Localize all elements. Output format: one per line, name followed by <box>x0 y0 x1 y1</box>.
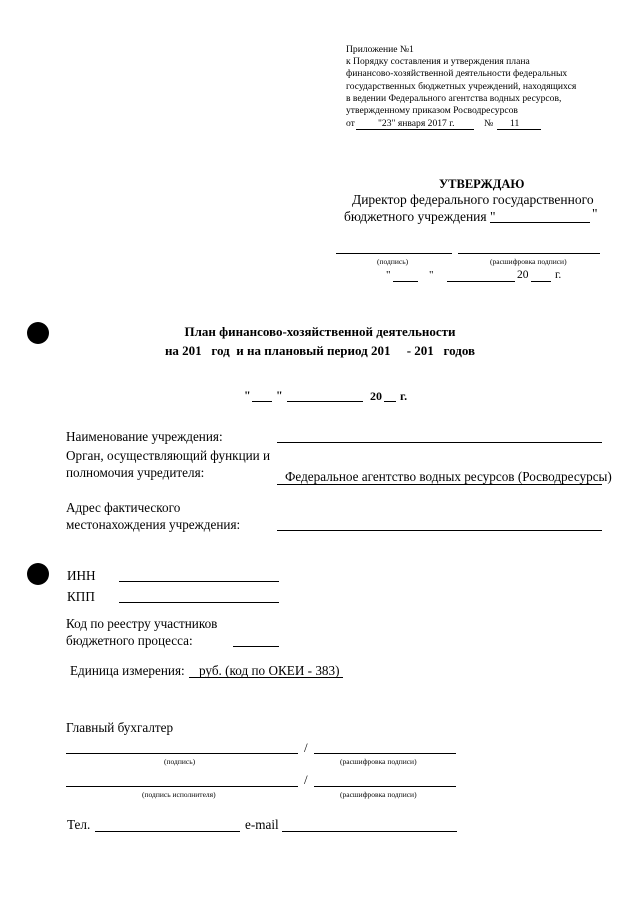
plan-month-line[interactable] <box>287 401 363 402</box>
executor-signature-slash: / <box>304 772 308 787</box>
approve-date-quote-open: " <box>386 269 391 281</box>
director-signature-line[interactable] <box>336 253 452 254</box>
appendix-line: Приложение №1 <box>346 44 414 55</box>
address-field[interactable] <box>277 530 602 531</box>
kpp-label: КПП <box>67 589 95 604</box>
approve-line2: бюджетного учреждения " <box>344 209 496 224</box>
approve-month-line[interactable] <box>447 281 515 282</box>
executor-decoding-line[interactable] <box>314 786 456 787</box>
executor-signature-caption: (подпись исполнителя) <box>142 790 216 799</box>
unit-value: руб. (код по ОКЕИ - 383) <box>199 663 340 678</box>
appendix-line: государственных бюджетных учреждений, находящихся <box>346 80 577 92</box>
address-label-line2: местонахождения учреждения: <box>66 517 241 532</box>
approve-line2-end: " <box>592 206 598 221</box>
executor-decoding-caption: (расшифровка подписи) <box>340 790 417 799</box>
plan-title <box>0 322 640 360</box>
approve-date-quote-close: " <box>429 269 434 281</box>
plan-day-line[interactable] <box>252 401 272 402</box>
appendix-line: в ведении Федерального агентства водных ресурсов, <box>346 92 562 104</box>
punch-hole-mark <box>27 563 49 585</box>
appendix-number-label: № <box>484 118 494 129</box>
founder-value: Федеральное агентство водных ресурсов (Росводресурсы) <box>285 469 612 484</box>
chief-accountant-label: Главный бухгалтер <box>66 720 174 735</box>
plan-year-suffix: г. <box>400 389 408 403</box>
chief-accountant-signature-line[interactable] <box>66 753 298 754</box>
inn-label: ИНН <box>67 568 96 583</box>
decoding-caption: (расшифровка подписи) <box>340 757 417 766</box>
registry-code-field[interactable] <box>233 646 279 647</box>
plan-date-quote-close: " <box>276 388 283 402</box>
signature-slash: / <box>304 740 308 755</box>
approve-day-line[interactable] <box>393 281 418 282</box>
appendix-date: "23" января 2017 г. <box>378 118 455 129</box>
address-label-line1: Адрес фактического <box>66 500 181 515</box>
plan-year-line[interactable] <box>384 401 396 402</box>
chief-accountant-decoding-line[interactable] <box>314 753 456 754</box>
appendix-number: 11 <box>510 118 520 129</box>
appendix-line: финансово-хозяйственной деятельности федеральных <box>346 68 568 80</box>
director-decoding-line[interactable] <box>458 253 600 254</box>
founder-field-underline[interactable] <box>277 484 602 485</box>
email-field[interactable] <box>282 831 457 832</box>
plan-title-line1: План финансово-хозяйственной деятельности <box>184 324 456 339</box>
email-label: e-mail <box>245 817 279 832</box>
founder-label-line2: полномочия учредителя: <box>66 465 205 480</box>
appendix-block <box>346 44 576 117</box>
registry-label-line2: бюджетного процесса: <box>66 633 193 648</box>
appendix-number-underline <box>497 129 541 130</box>
appendix-from-label: от <box>346 118 355 129</box>
unit-label: Единица измерения: <box>70 663 185 678</box>
appendix-date-underline <box>356 129 474 130</box>
unit-underline <box>189 677 343 678</box>
plan-title-line2: на 201 год и на плановый период 201 - 201 годов <box>164 343 476 358</box>
director-signature-caption: (подпись) <box>377 257 409 266</box>
appendix-line: к Порядку составления и утверждения плана <box>346 56 530 68</box>
approve-title: УТВЕРЖДАЮ <box>439 177 525 191</box>
signature-caption: (подпись) <box>164 757 196 766</box>
kpp-field[interactable] <box>119 602 279 603</box>
inn-field[interactable] <box>119 581 279 582</box>
approve-year-line[interactable] <box>531 281 551 282</box>
director-decoding-caption: (расшифровка подписи) <box>490 257 567 266</box>
appendix-line: утвержденному приказом Росводресурсов <box>346 105 518 117</box>
approve-year-suffix: г. <box>555 269 562 281</box>
executor-signature-line[interactable] <box>66 786 298 787</box>
phone-field[interactable] <box>95 831 240 832</box>
plan-year-prefix: 20 <box>370 389 382 403</box>
institution-name-underline[interactable] <box>490 222 590 223</box>
approve-line1: Директор федерального государственного <box>352 192 594 207</box>
institution-name-label: Наименование учреждения: <box>66 429 223 444</box>
founder-label-line1: Орган, осуществляющий функции и <box>66 448 271 463</box>
phone-label: Тел. <box>67 817 91 832</box>
institution-name-field[interactable] <box>277 442 602 443</box>
approve-year-prefix: 20 <box>517 269 529 281</box>
registry-label-line1: Код по реестру участников <box>66 616 218 631</box>
plan-date-quote-open: " <box>244 388 251 402</box>
